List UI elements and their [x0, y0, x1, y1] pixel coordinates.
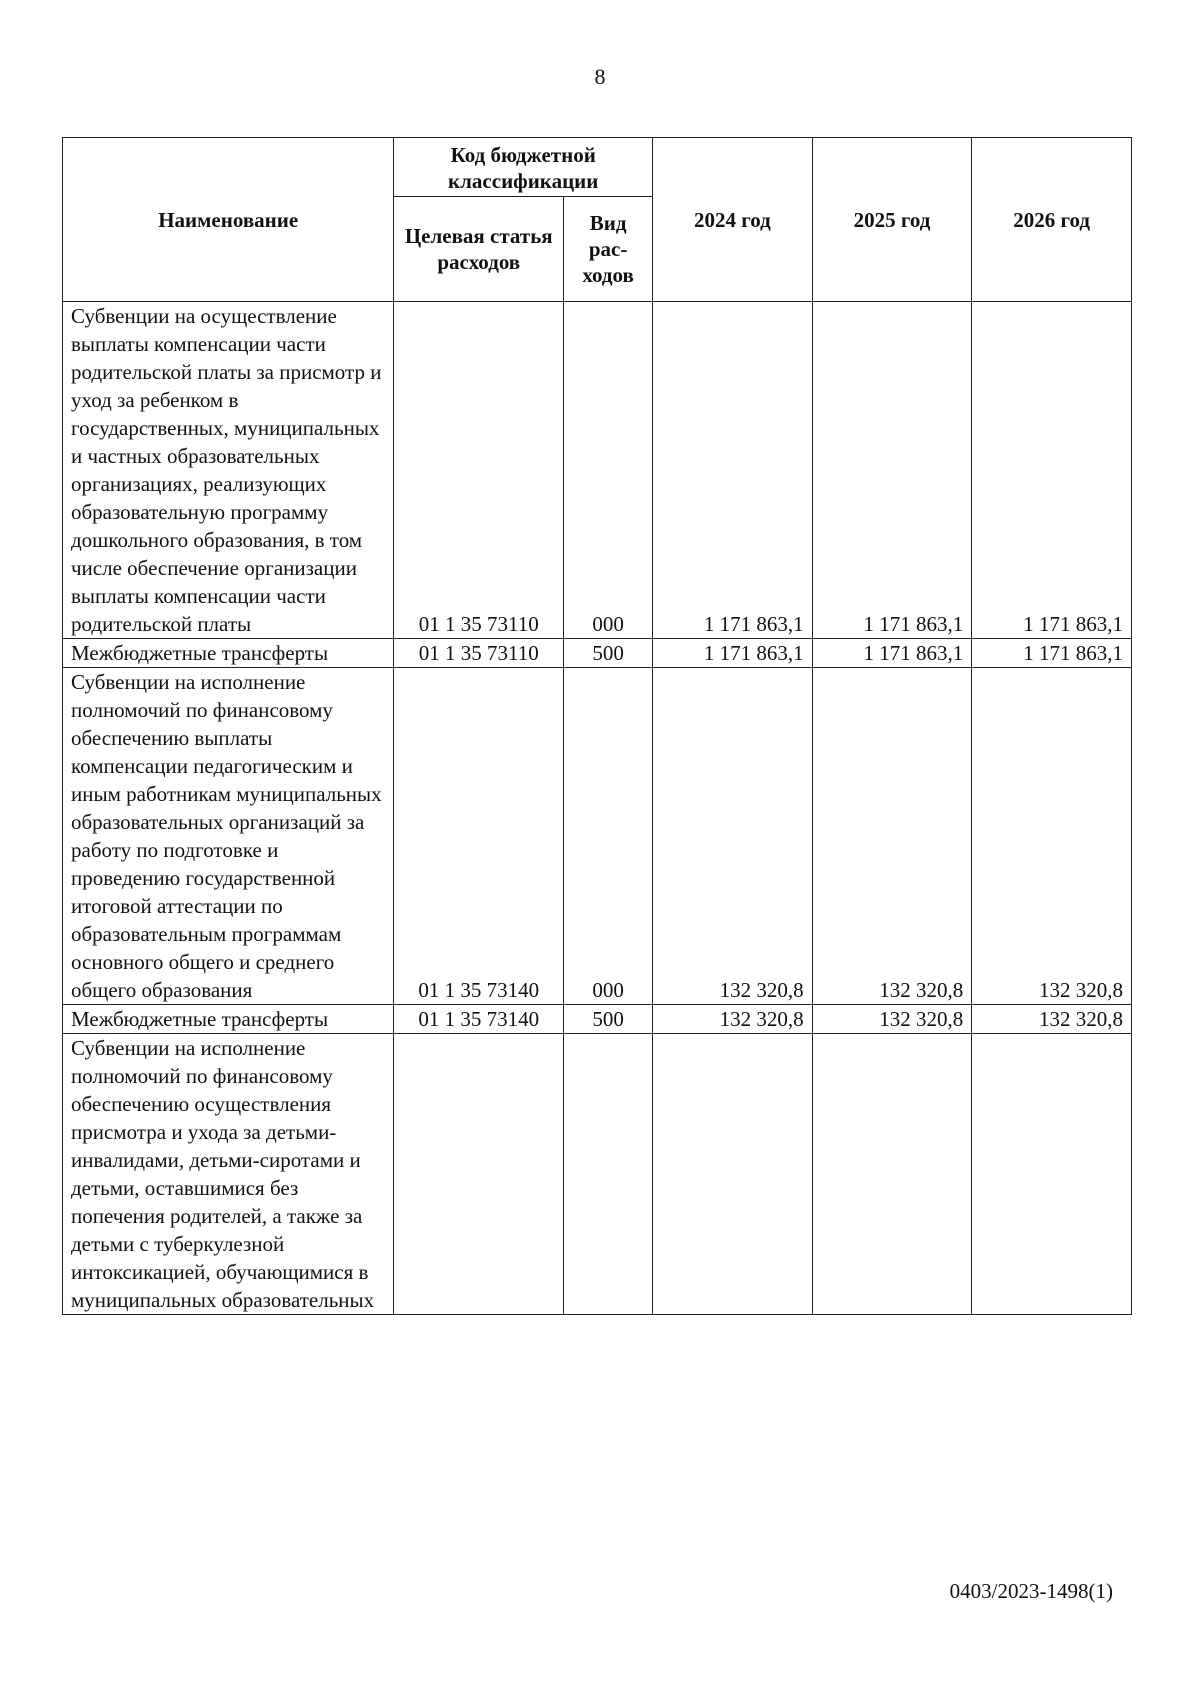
budget-table	[62, 137, 1132, 1315]
row-amount-2025-cell: 132 320,8	[812, 668, 972, 1005]
header-year-2024: 2024 год	[653, 138, 813, 302]
header-year-2026: 2026 год	[972, 138, 1132, 302]
row-amount-2026-cell	[972, 1034, 1132, 1315]
document-id: 0403/2023-1498(1)	[949, 1579, 1113, 1603]
row-expense-type-cell	[564, 1034, 653, 1315]
row-name-cell: Межбюджетные трансферты	[63, 1005, 394, 1034]
header-expense-type: Вид рас-ходов	[564, 197, 653, 302]
row-amount-2024-cell: 132 320,8	[653, 668, 813, 1005]
row-amount-2025-cell	[812, 1034, 972, 1315]
row-amount-2024-cell: 1 171 863,1	[653, 639, 813, 668]
row-amount-2025-cell: 1 171 863,1	[812, 639, 972, 668]
row-amount-2025-cell: 132 320,8	[812, 1005, 972, 1034]
header-code-group: Код бюджетной классификации	[394, 138, 653, 197]
row-expense-type-cell: 000	[564, 668, 653, 1005]
row-target-article-cell: 01 1 35 73110	[394, 302, 564, 639]
table-row	[63, 1005, 1132, 1034]
row-amount-2026-cell: 132 320,8	[972, 1005, 1132, 1034]
header-name: Наименование	[63, 138, 394, 302]
row-amount-2024-cell: 132 320,8	[653, 1005, 813, 1034]
row-target-article-cell: 01 1 35 73140	[394, 668, 564, 1005]
table-row	[63, 302, 1132, 639]
row-amount-2024-cell	[653, 1034, 813, 1315]
row-expense-type-cell: 500	[564, 1005, 653, 1034]
row-expense-type-cell: 500	[564, 639, 653, 668]
row-target-article-cell	[394, 1034, 564, 1315]
row-amount-2026-cell: 132 320,8	[972, 668, 1132, 1005]
row-expense-type-cell: 000	[564, 302, 653, 639]
table-row	[63, 1034, 1132, 1315]
row-amount-2026-cell: 1 171 863,1	[972, 639, 1132, 668]
row-name-cell: Межбюджетные трансферты	[63, 639, 394, 668]
table-row	[63, 639, 1132, 668]
row-name-cell: Субвенции на исполнение полномочий по финансовому обеспечению выплаты компенсации педагогическим и иным работникам муниципальных образовательных организаций за работу по подготовке и проведению государственной итоговой аттестации по образовательным программам основного общего и среднего общего образования	[63, 668, 394, 1005]
row-amount-2026-cell: 1 171 863,1	[972, 302, 1132, 639]
table-row	[63, 668, 1132, 1005]
header-year-2025: 2025 год	[812, 138, 972, 302]
row-name-cell: Субвенции на исполнение полномочий по финансовому обеспечению осуществления присмотра и ухода за детьми-инвалидами, детьми-сиротами и детьми, оставшимися без попечения родителей, а также за детьми с туберкулезной интоксикацией, обучающимися в муниципальных образовательных	[63, 1034, 394, 1315]
row-name-cell: Субвенции на осуществление выплаты компенсации части родительской платы за присмотр и уход за ребенком в государственных, муниципальных и частных образовательных организациях, реализующих образовательную программу дошкольного образования, в том числе обеспечение организации выплаты компенсации части родительской платы	[63, 302, 394, 639]
header-row-1	[63, 138, 1132, 197]
header-target-article: Целевая статья расходов	[394, 197, 564, 302]
row-amount-2025-cell: 1 171 863,1	[812, 302, 972, 639]
row-amount-2024-cell: 1 171 863,1	[653, 302, 813, 639]
page-number: 8	[594, 64, 606, 89]
row-target-article-cell: 01 1 35 73140	[394, 1005, 564, 1034]
row-target-article-cell: 01 1 35 73110	[394, 639, 564, 668]
